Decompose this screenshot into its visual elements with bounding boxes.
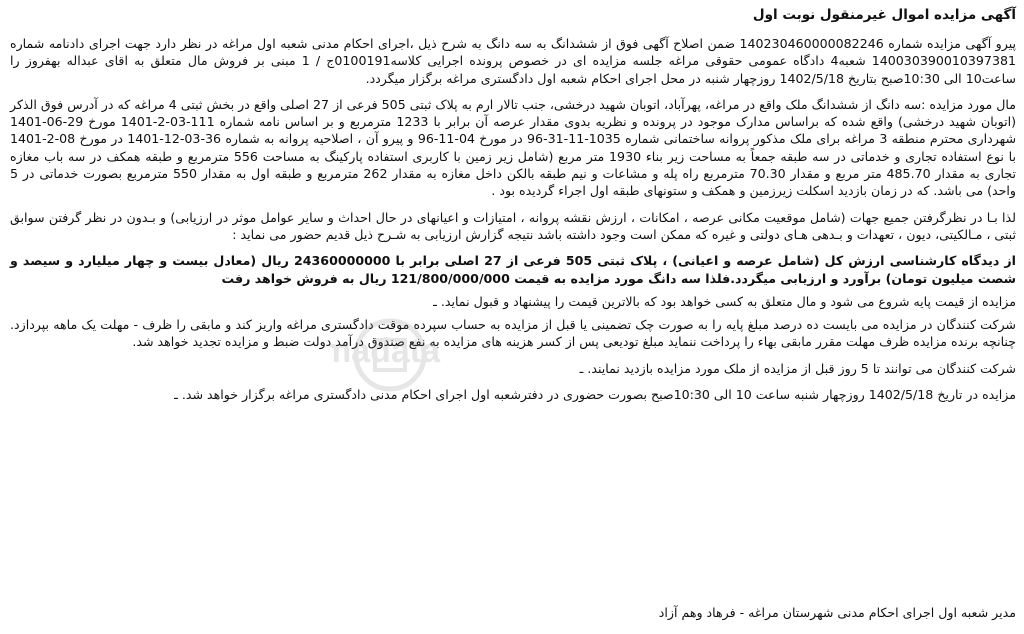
- schedule-paragraph: مزایده در تاریخ 1402/5/18 روزچهار شنبه ساعت 10 الی 10:30صبح بصورت حضوری در دفترشعبه اول اجرای احکام مدنی دادگستری مراغه برگزار خواهد شد. ـ: [174, 387, 1016, 403]
- watermark-subtext: یده: [690, 384, 710, 402]
- watermark-text: madata: [330, 332, 440, 370]
- appraisal-paragraph: از دیدگاه کارشناسی ارزش کل (شامل عرصه و اعیانی) ، پلاک ثبتی 505 فرعی از 27 اصلی برابر با 24360000000 ریال (معادل بیست و چهار میلیارد و سیصد و شصت میلیون تومان) برآورد و ارزیابی میگردد.فلذا سه دانگ مورد مزایده به قیمت 121/800/000/000 ریال به فروش خواهد رفت: [10, 253, 1016, 286]
- valuation-paragraph: لذا بـا در نظرگرفتن جمیع جهات (شامل موقعیت مکانی عرصه ، امکانات ، ارزش نقشه پروانه ، امتیازات و اعیانهای در حال احداث و سایر عوامل موثر در ارزیابی) و بـدون در نظر گرفتن سوابق ثبتی ، مـالکیتی، دیون ، تعهدات و بـدهی هـای دولتی و غیره که ممکن است وجود داشته باشد نتیجه گزارش ارزیابی به شـرح ذیل قدیم حضور می نماید :: [10, 209, 1016, 242]
- deposit-paragraph: شرکت کنندگان در مزایده می بایست ده درصد مبلغ پایه را به صورت چک تضمینی یا قبل از مزایده به حساب سپرده موقت دادگستری مراغه واریز کند و مابقی را ظرف - مهلت یک ماهه بپردازد. چنانچه برنده مزایده ظرف مهلت مقرر مابقی بهاء را پرداخت ننماید مبلغ تودیعی پس از کسر هزینه های مزایده به نفع صندوق درآمد دولت ضبط و مزایده تجدید خواهد شد.: [10, 317, 1016, 350]
- property-paragraph: مال مورد مزایده :سه دانگ از ششدانگ ملک واقع در مراغه، پهرآباد، اتوبان شهید درخشی، جنب تالار ارم به پلاک ثبتی 505 فرعی از 27 اصلی واقع در بخش ثبتی 4 مراغه که در آدرس فوق الذکر (اتوبان شهید درخشی) واقع شده که براساس مدارک موجود در پرونده و نظریه بدوی مقدار عرصه آن برابر با 1233 مترمربع و بر اساس نامه شماره 111-03-2-1401 مورخ 29-06-1401 شهرداری محترم منطقه 3 مراغه برای ملک مذکور پروانه ساختمانی شماره 1035-11-31-96 در مورخ 04-11-96 و پیرو آن ، اصلاحیه پروانه به شماره 36-03-12-1401 در مورخ 08-2-1401 با نوع استفاده تجاری و خدماتی در سه طبقه جمعاً به مساحت زیر بناء 1930 متر مربع (شامل زیر زمین با کاربری استفاده پارکینگ به مساحت 556 مترمربع و طبقه همکف در سه باب مغازه تجاری به مقدار 485.70 متر مربع و مقدار 70.30 مترمربع راه پله و مشاعات و نیم طبقه بالکن داخل مغازه به مقدار 262 مترمربع و طبقه اول به مقدار 550 مترمربع بصورت خدماتی در 5 واحد) می باشد. که در زمان بازدید اسکلت زیرزمین و همکف و ستونهای طبقه اول اجراء گردیده بود .: [10, 96, 1017, 199]
- base-price-paragraph: مزایده از قیمت پایه شروع می شود و مال متعلق به کسی خواهد بود که بالاترین قیمت را پیشنهاد و قبول نماید. ـ: [433, 293, 1016, 309]
- intro-paragraph: پیرو آگهی مزایده شماره 140230460000082246 ضمن اصلاح آگهی فوق از ششدانگ به سه دانگ به شرح ذیل ،اجرای احکام مدنی شعبه اول مراغه در نظر دارد جهت اجرای دادنامه شماره 140030390010397381 شعبه4 دادگاه عمومی حقوقی مراغه جلسه مزایده ای در خصوص پرونده اجرایی کلاسه0100191ج / 1 مبنی بر فروش مال متعلق به اقای عبداله بهفروز را ساعت10 الی 10:30صبح بتاریخ 1402/5/18 روزچهار شنبه در محل اجرای احکام شعبه اول دادگستری مراغه برگزار میگردد.: [10, 36, 1016, 86]
- notice-title: آگهی مزایده اموال غیرمنقول نوبت اول: [752, 7, 1016, 23]
- notice-footer: مدیر شعبه اول اجرای احکام مدنی شهرستان مراغه - فرهاد وهم آزاد: [658, 605, 1016, 620]
- visit-paragraph: شرکت کنندگان می توانند تا 5 روز قبل از مزایده از ملک مورد مزایده بازدید نمایند. ـ: [579, 360, 1016, 376]
